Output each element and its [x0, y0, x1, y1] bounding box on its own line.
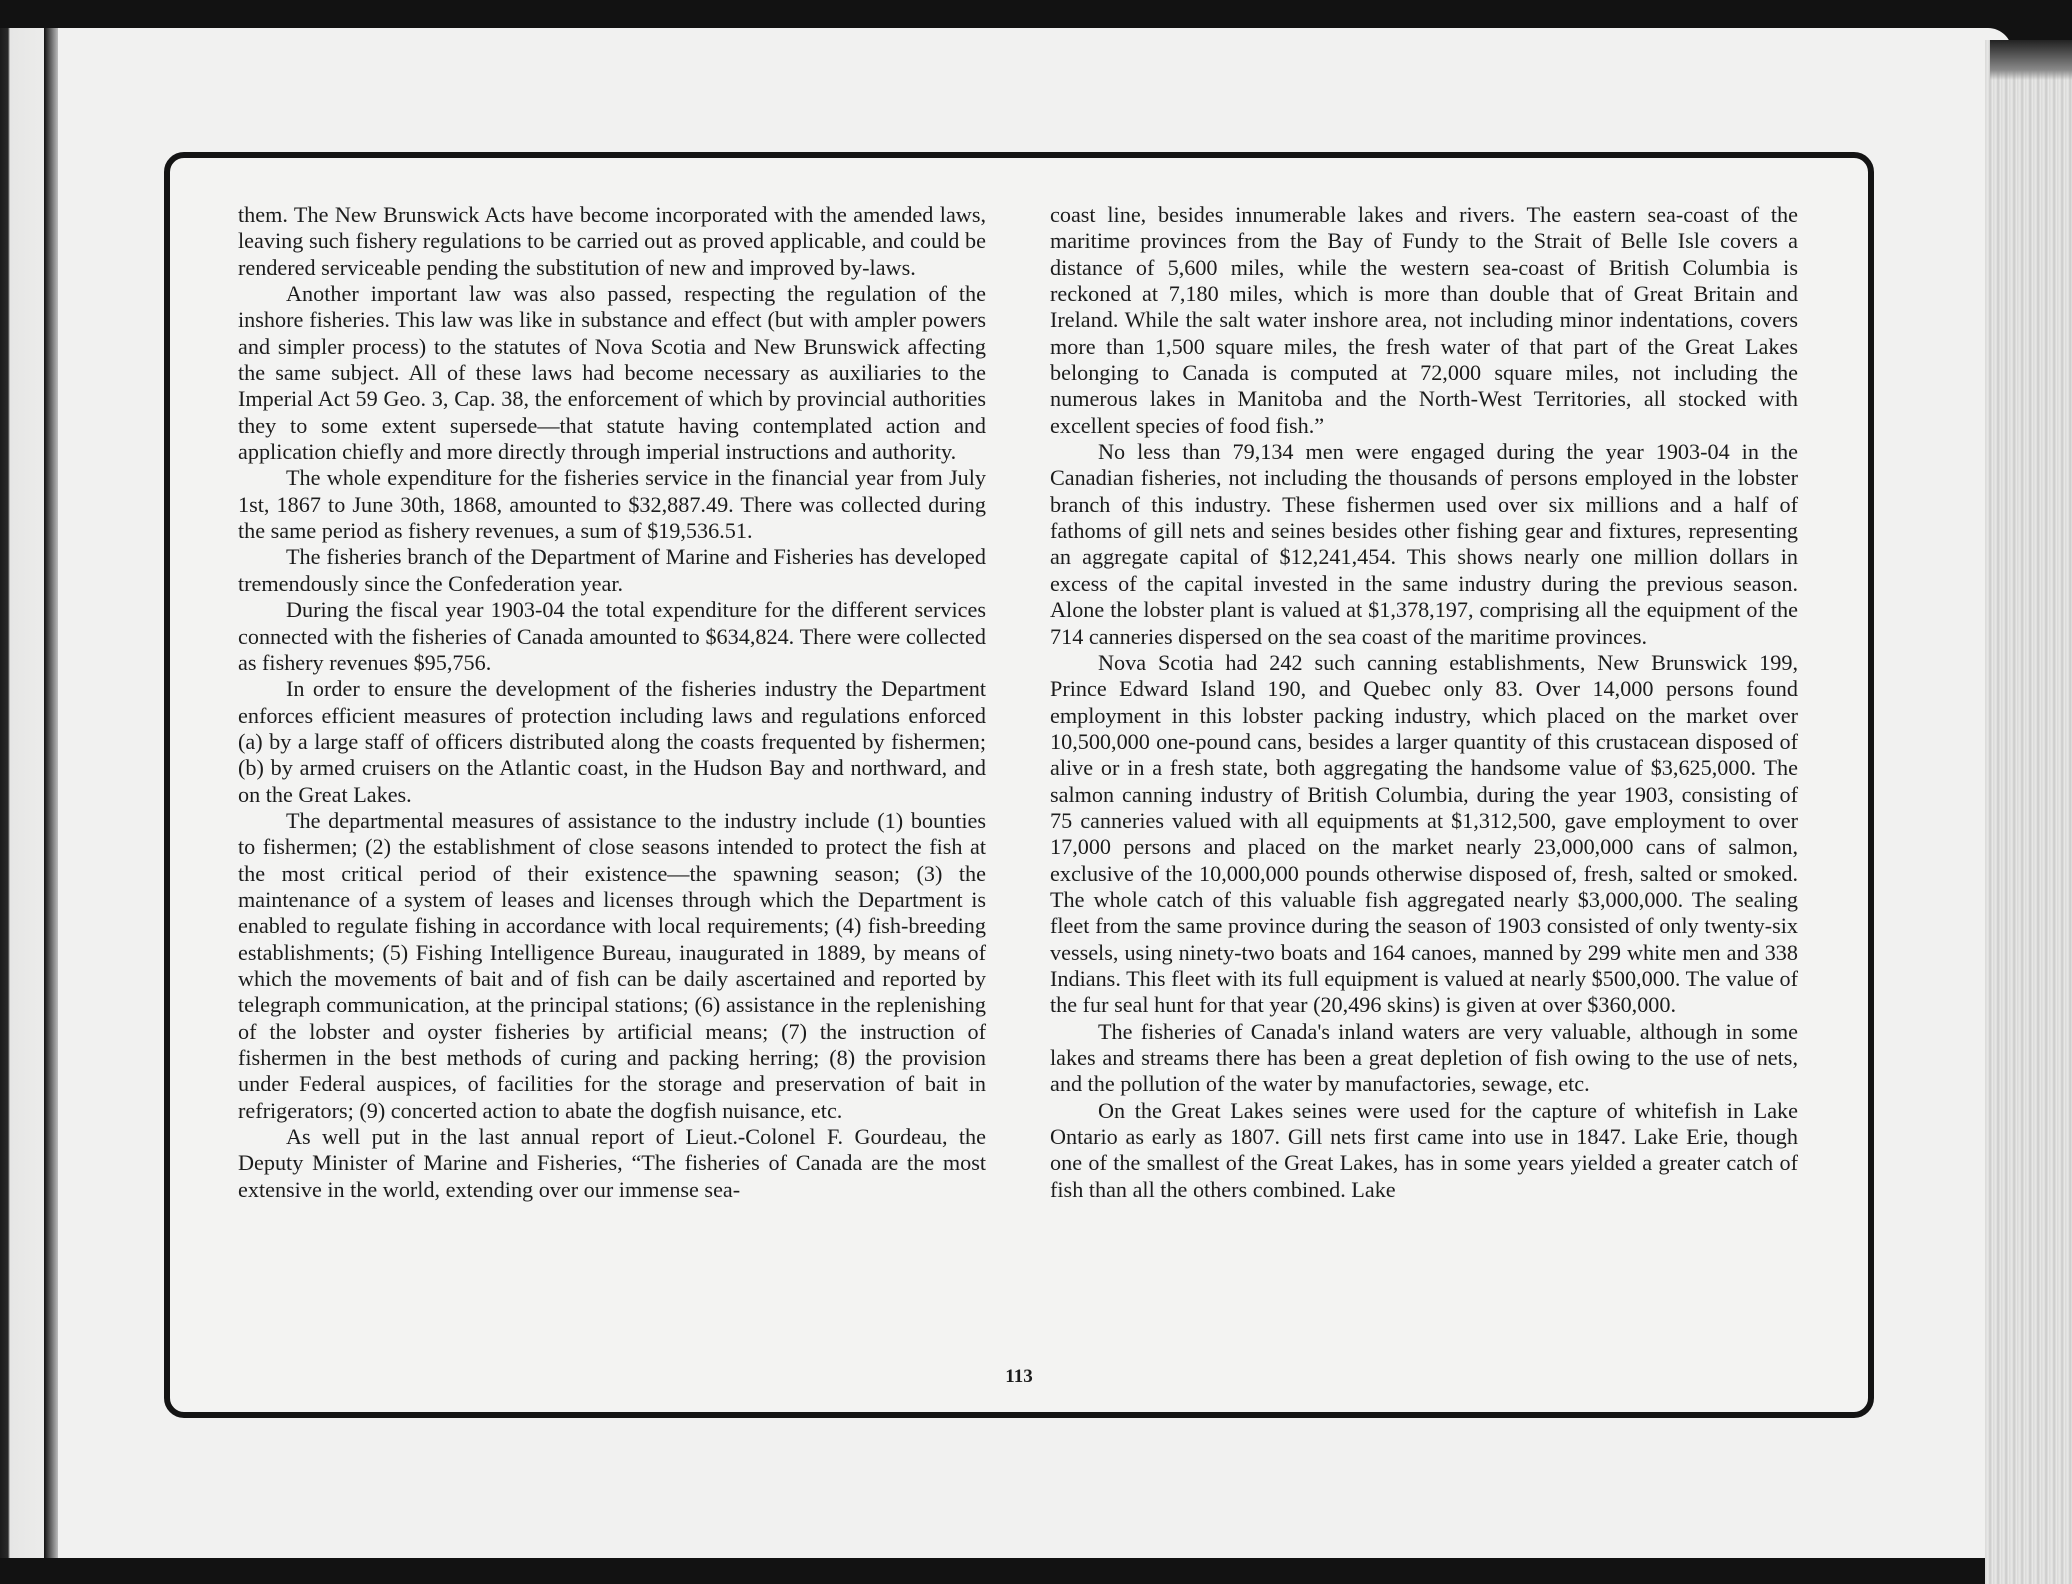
- right-paragraph: No less than 79,134 men were engaged during the year 1903-04 in the Canadian fisheries, not including the thousands of persons employed in the lobster branch of this industry. These fishermen used over six millions and a half of fathoms of gill nets and seines besides other fishing gear and fixtures, representing an aggregate capital of $12,241,454. This shows nearly one million dollars in excess of the capital invested in the same industry during the previous season. Alone the lobster plant is valued at $1,378,197, comprising all the equipment of the 714 canneries dispersed on the sea coast of the maritime provinces.: [1050, 439, 1798, 649]
- left-paragraph: them. The New Brunswick Acts have become incorporated with the amended laws, leaving such fishery regulations to be carried out as proved applicable, and could be rendered serviceable pending the substitution of new and improved by-laws.: [238, 202, 986, 280]
- left-paragraph: The fisheries branch of the Department of Marine and Fisheries has developed tremendously since the Confederation year.: [238, 544, 986, 596]
- right-paragraph: Nova Scotia had 242 such canning establishments, New Brunswick 199, Prince Edward Island 190, and Quebec only 83. Over 14,000 persons found employment in this lobster packing industry, which placed on the market over 10,500,000 one-pound cans, besides a larger quantity of this crustacean disposed of alive or in a fresh state, both aggregating the handsome value of $3,625,000. The salmon canning industry of British Columbia, during the year 1903, consisting of 75 canneries valued with all equipments at $1,312,500, gave employment to over 17,000 persons and placed on the market nearly 23,000,000 cans of salmon, exclusive of the 10,000,000 pounds otherwise disposed of, fresh, salted or smoked. The whole catch of this valuable fish aggregated nearly $3,000,000. The sealing fleet from the same province during the season of 1903 consisted of only twenty-six vessels, using ninety-two boats and 164 canoes, manned by 299 white men and 338 Indians. This fleet with its full equipment is valued at nearly $500,000. The value of the fur seal hunt for that year (20,496 skins) is given at over $360,000.: [1050, 649, 1798, 1018]
- right-column: [1050, 202, 1798, 1203]
- left-paragraph: During the fiscal year 1903-04 the total expenditure for the different services connected with the fisheries of Canada amounted to $634,824. There were collected as fishery revenues $95,756.: [238, 597, 986, 675]
- left-paragraph: In order to ensure the development of the fisheries industry the Department enforces efficient measures of protection including laws and regulations enforced (a) by a large staff of officers distributed along the coasts frequented by fishermen; (b) by armed cruisers on the Atlantic coast, in the Hudson Bay and northward, and on the Great Lakes.: [238, 676, 986, 807]
- left-paragraph: Another important law was also passed, respecting the regulation of the inshore fisheries. This law was like in substance and effect (but with ampler powers and simpler process) to the statutes of Nova Scotia and New Brunswick affecting the same subject. All of these laws had become necessary as auxiliaries to the Imperial Act 59 Geo. 3, Cap. 38, the enforcement of which by provincial authorities they to some extent supersede—that statute having contemplated action and application chiefly and more directly through imperial instructions and authority.: [238, 281, 986, 465]
- left-paragraph: The whole expenditure for the fisheries service in the financial year from July 1st, 1867 to June 30th, 1868, amounted to $32,887.49. There was collected during the same period as fishery revenues, a sum of $19,536.51.: [238, 465, 986, 544]
- right-paragraph: On the Great Lakes seines were used for the capture of whitefish in Lake Ontario as early as 1807. Gill nets first came into use in 1847. Lake Erie, though one of the smallest of the Great Lakes, has in some years yielded a greater catch of fish than all the others combined. Lake: [1050, 1097, 1798, 1202]
- right-page-stack: [1985, 40, 2072, 1584]
- spine-shadow: [44, 28, 58, 1558]
- left-page-edge: [0, 28, 44, 1558]
- right-page-stack-shadow: [1990, 40, 2072, 80]
- left-paragraph: As well put in the last annual report of Lieut.-Colonel F. Gourdeau, the Deputy Minister of Marine and Fisheries, “The fisheries of Canada are the most extensive in the world, extending over our immense sea-: [238, 1124, 986, 1202]
- right-paragraph: The fisheries of Canada's inland waters are very valuable, although in some lakes and streams there has been a great depletion of fish owing to the use of nets, and the pollution of the water by manufactories, sewage, etc.: [1050, 1018, 1798, 1097]
- left-column: [238, 202, 986, 1203]
- left-paragraph: The departmental measures of assistance to the industry include (1) bounties to fishermen; (2) the establishment of close seasons intended to protect the fish at the most critical period of their existence—the spawning season; (3) the maintenance of a system of leases and licenses through which the Department is enabled to regulate fishing in accordance with local requirements; (4) fish-breeding establishments; (5) Fishing Intelligence Bureau, inaugurated in 1889, by means of which the movements of bait and of fish can be daily ascertained and reported by telegraph communication, at the principal stations; (6) assistance in the replenishing of the lobster and oyster fisheries by artificial means; (7) the instruction of fishermen in the best methods of curing and packing herring; (8) the provision under Federal auspices, of facilities for the storage and preservation of bait in refrigerators; (9) concerted action to abate the dogfish nuisance, etc.: [238, 807, 986, 1123]
- page-number: 113: [1005, 1366, 1033, 1387]
- text-frame: [164, 152, 1874, 1418]
- right-paragraph: coast line, besides innumerable lakes and rivers. The eastern sea-coast of the maritime provinces from the Bay of Fundy to the Strait of Belle Isle covers a distance of 5,600 miles, while the western sea-coast of British Columbia is reckoned at 7,180 miles, which is more than double that of Great Britain and Ireland. While the salt water inshore area, not including minor indentations, covers more than 1,500 square miles, the fresh water of that part of the Great Lakes belonging to Canada is computed at 72,000 square miles, not including the numerous lakes in Manitoba and the North-West Territories, all stocked with excellent species of food fish.”: [1050, 202, 1798, 438]
